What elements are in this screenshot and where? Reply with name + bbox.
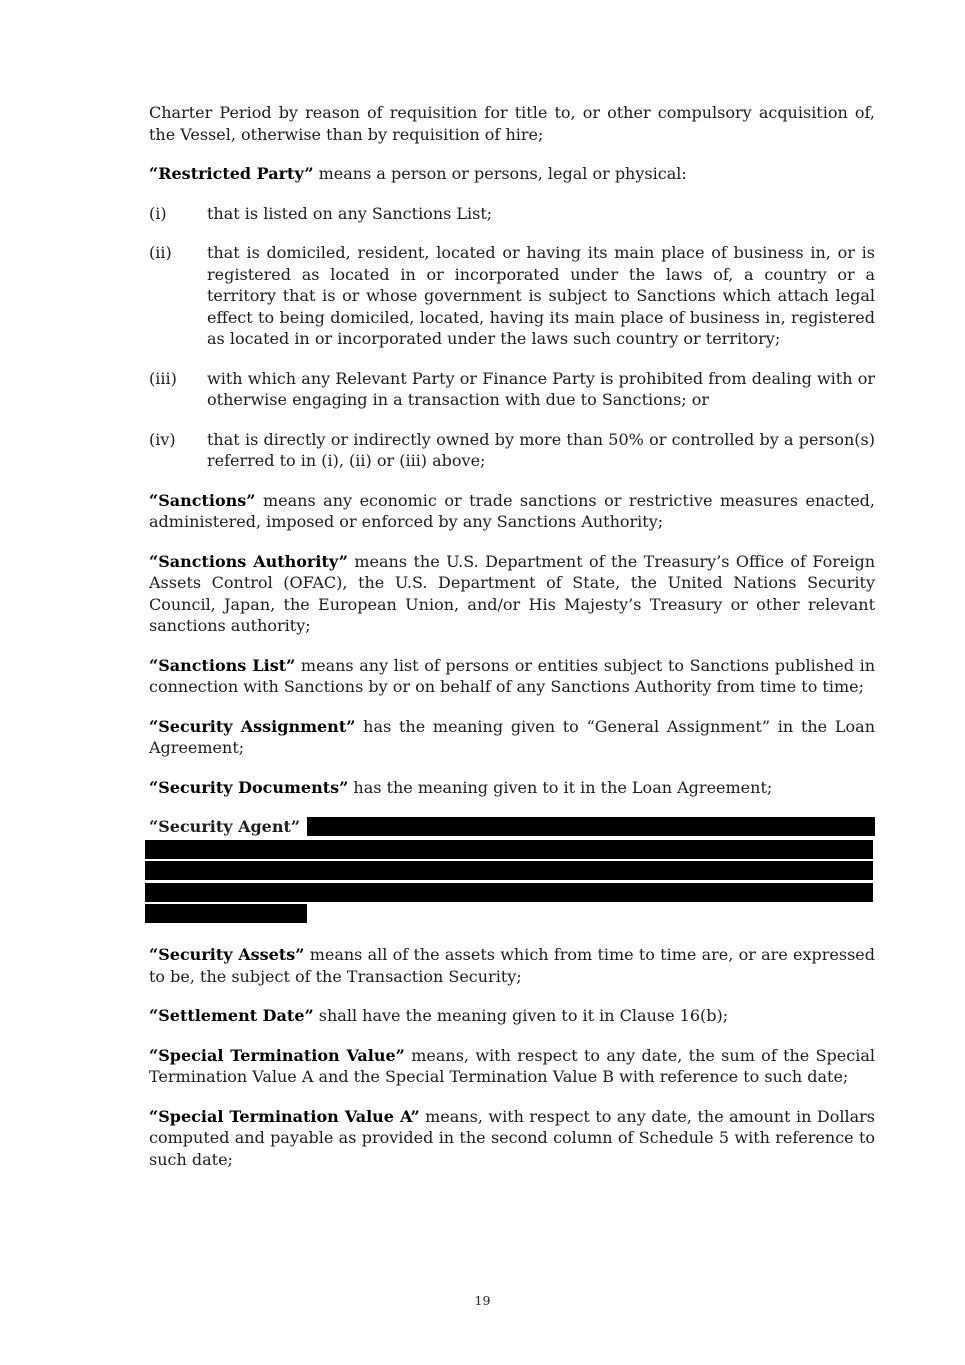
redaction-bar bbox=[145, 840, 873, 859]
list-text-iii: with which any Relevant Party or Finance Party is prohibited from dealing with or otherwise engaging in a transaction with due to Sanctions; or bbox=[207, 368, 875, 409]
definition-security-assets bbox=[149, 944, 875, 987]
definition-term-sanctions: “Sanctions” bbox=[149, 490, 256, 510]
definition-term-security-documents: “Security Documents” bbox=[149, 777, 349, 797]
definition-settlement-date bbox=[149, 1005, 875, 1027]
definition-security-assignment bbox=[149, 716, 875, 759]
definition-body-special-termination-value: means, with respect to any date, the sum of the Special Termination Value A and the Special Termination Value B with reference to such date; bbox=[149, 1045, 876, 1087]
redaction-bar bbox=[145, 883, 873, 902]
definition-special-termination-value-a bbox=[149, 1106, 875, 1171]
definition-term-restricted-party: “Restricted Party” bbox=[149, 164, 314, 183]
list-marker-ii: (ii) bbox=[149, 243, 172, 262]
redacted-definition-first-line bbox=[149, 816, 875, 838]
definition-body-sanctions-authority: means the U.S. Department of the Treasury’s Office of Foreign Assets Control (OFAC), the U.S. Department of State, the United Nations Security Council, Japan, the European Union, and/or His Majesty’s Treasury or other relevant sanctions authority; bbox=[149, 551, 875, 635]
definition-term-sanctions-list: “Sanctions List” bbox=[149, 655, 296, 675]
definition-body-restricted-party: means a person or persons, legal or physical: bbox=[313, 164, 687, 183]
redaction-bar bbox=[307, 817, 875, 836]
list-marker-i: (i) bbox=[149, 203, 167, 223]
definition-body-sanctions-list: means any list of persons or entities subject to Sanctions published in connection with Sanctions by or on behalf of any Sanctions Authority from time to time; bbox=[149, 655, 876, 696]
definition-special-termination-value bbox=[149, 1045, 875, 1088]
definition-term-security-assets: “Security Assets” bbox=[149, 945, 305, 965]
definition-body-sanctions: means any economic or trade sanctions or restrictive measures enacted, administered, imposed or enforced by any Sanctions Authority; bbox=[149, 490, 875, 531]
definition-term-special-termination-value-a: “Special Termination Value A” bbox=[149, 1106, 420, 1126]
list-text-iv: that is directly or indirectly owned by more than 50% or controlled by a person(s) referred to in (i), (ii) or (iii) above; bbox=[207, 429, 875, 470]
definition-body-special-termination-value-a: means, with respect to any date, the amount in Dollars computed and payable as provided in the second column of Schedule 5 with reference to such date; bbox=[149, 1106, 875, 1169]
definition-sanctions-list bbox=[149, 655, 875, 698]
definition-term-special-termination-value: “Special Termination Value” bbox=[149, 1045, 405, 1065]
definition-body-settlement-date: shall have the meaning given to it in Clause 16(b); bbox=[313, 1006, 729, 1026]
definition-sanctions bbox=[149, 490, 875, 533]
definition-body-security-assets: means all of the assets which from time to time are, or are expressed to be, the subject of the Transaction Security; bbox=[149, 945, 875, 986]
list-text-i: that is listed on any Sanctions List; bbox=[207, 203, 493, 223]
definition-body-security-assignment: has the meaning given to “General Assignment” in the Loan Agreement; bbox=[149, 716, 875, 757]
redaction-bar bbox=[145, 861, 873, 880]
definition-body-security-documents: has the meaning given to it in the Loan Agreement; bbox=[348, 777, 773, 797]
page-number: 19 bbox=[474, 1293, 491, 1308]
list-item-iii bbox=[149, 368, 875, 411]
definition-security-documents bbox=[149, 777, 875, 799]
definition-term-settlement-date: “Settlement Date” bbox=[149, 1006, 314, 1026]
list-item-i bbox=[149, 203, 875, 225]
definition-security-agent-redacted bbox=[149, 816, 875, 923]
list-marker-iv: (iv) bbox=[149, 429, 176, 449]
list-marker-iii: (iii) bbox=[149, 368, 177, 388]
definition-term-sanctions-authority: “Sanctions Authority” bbox=[149, 551, 348, 571]
definition-restricted-party bbox=[149, 163, 875, 185]
page-content bbox=[149, 102, 875, 1188]
list-text-ii: that is domiciled, resident, located or having its main place of business in, or is registered as located in or incorporated under the laws of, a country or a territory that is or whose government is subject to Sanctions which attach legal effect to being domiciled, located, having its main place of business in, registered as located in or incorporated under the laws such country or territory; bbox=[207, 243, 875, 348]
definition-sanctions-authority bbox=[149, 551, 875, 637]
definition-term-security-agent: “Security Agent” bbox=[149, 817, 301, 836]
list-item-iv bbox=[149, 429, 875, 472]
redaction-bar bbox=[145, 904, 307, 923]
list-item-ii bbox=[149, 242, 875, 350]
paragraph-charter-period-continuation: Charter Period by reason of requisition for title to, or other compulsory acquisition of, the Vessel, otherwise than by requisition of hire; bbox=[149, 103, 875, 144]
definition-term-security-assignment: “Security Assignment” bbox=[149, 716, 356, 736]
